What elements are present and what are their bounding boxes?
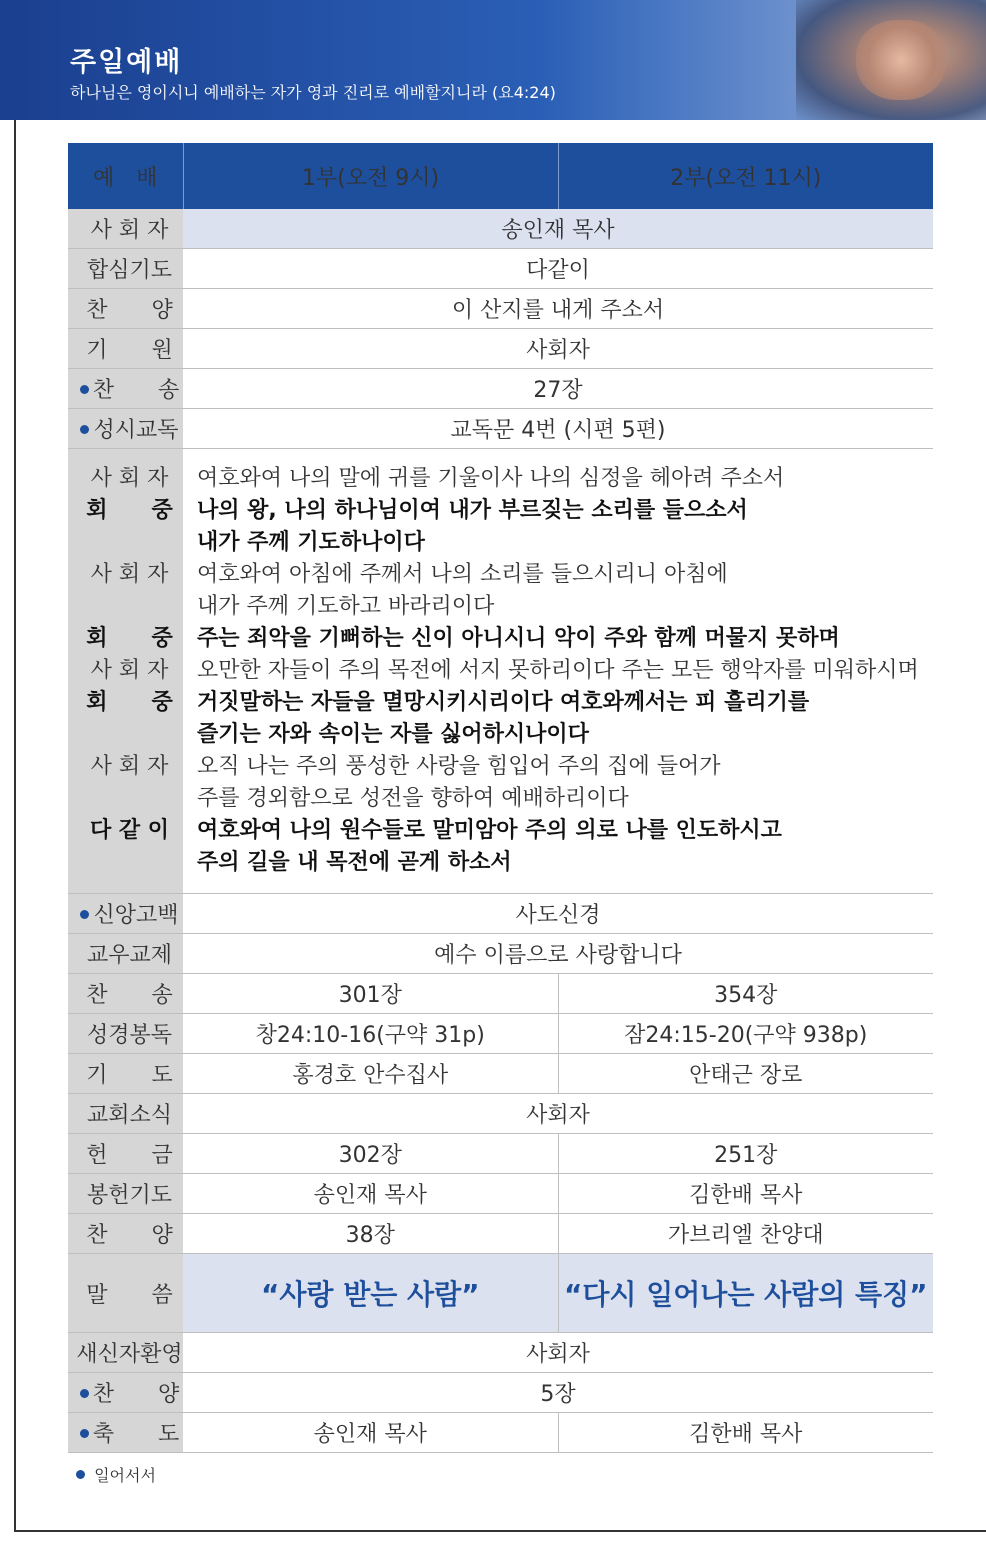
row-value: 송인재 목사 xyxy=(183,209,933,249)
table-row xyxy=(68,1054,933,1094)
row-label-text: 말 씀 xyxy=(86,1282,173,1308)
page-subtitle: 하나님은 영이시니 예배하는 자가 영과 진리로 예배할지니라 (요4:24) xyxy=(70,83,556,102)
row-value-1: 홍경호 안수집사 xyxy=(183,1054,558,1094)
speaker-label xyxy=(76,847,183,879)
row-value-1: 창24:10-16(구약 31p) xyxy=(183,1014,558,1054)
table-row xyxy=(68,1014,933,1054)
table-row xyxy=(68,1333,933,1373)
row-label-text: 찬 양 xyxy=(92,1382,180,1407)
row-value-1: 302장 xyxy=(183,1134,558,1174)
row-label-text: 성경봉독 xyxy=(86,1023,172,1048)
table-row xyxy=(68,1094,933,1134)
row-label xyxy=(68,289,183,329)
row-value: 사회자 xyxy=(183,329,933,369)
row-value: 사회자 xyxy=(183,1094,933,1134)
row-label-text: 신앙고백 xyxy=(93,903,179,928)
worship-order-table xyxy=(68,143,933,1453)
row-value: 5장 xyxy=(183,1373,933,1413)
speaker-label: 사 회 자 xyxy=(90,754,169,779)
table-row xyxy=(68,1134,933,1174)
bullet-icon xyxy=(80,1429,89,1438)
table-row xyxy=(68,1214,933,1254)
table-row xyxy=(68,974,933,1014)
sermon-title-1: “사랑 받는 사람” xyxy=(183,1254,558,1333)
row-label xyxy=(68,409,183,449)
reading-line: 내가 주께 기도하고 바라리이다 xyxy=(197,594,495,619)
table-row xyxy=(68,409,933,449)
row-label-text: 봉헌기도 xyxy=(86,1183,172,1208)
sermon-title-2: “다시 일어나는 사람의 특징” xyxy=(558,1254,933,1333)
reading-line: 내가 주께 기도하나이다 xyxy=(197,530,425,555)
row-value-2: 가브리엘 찬양대 xyxy=(558,1214,933,1254)
bullet-icon xyxy=(80,425,89,434)
speaker-label: 다 같 이 xyxy=(89,818,170,843)
table-row xyxy=(68,369,933,409)
row-value-2: 김한배 목사 xyxy=(558,1413,933,1453)
speaker-label: 회 중 xyxy=(86,626,173,651)
row-value-1: 38장 xyxy=(183,1214,558,1254)
row-label xyxy=(68,894,183,934)
sermon-row xyxy=(68,1254,933,1333)
speaker-label: 회 중 xyxy=(86,690,173,715)
row-label-text: 찬 송 xyxy=(86,983,173,1008)
row-value: 예수 이름으로 사랑합니다 xyxy=(183,934,933,974)
row-label-text: 새신자환영 xyxy=(76,1342,183,1367)
speaker-label: 사 회 자 xyxy=(90,562,169,587)
row-label xyxy=(68,1094,183,1134)
footnote xyxy=(76,1463,156,1486)
row-label xyxy=(68,209,183,249)
page-title: 주일예배 xyxy=(70,47,183,78)
reading-line: 여호와여 아침에 주께서 나의 소리를 들으시리니 아침에 xyxy=(197,562,728,587)
row-label-text: 합심기도 xyxy=(86,258,172,283)
row-label xyxy=(68,369,183,409)
row-label-text: 찬 송 xyxy=(92,378,180,403)
row-label xyxy=(68,1174,183,1214)
row-label-text: 사 회 자 xyxy=(90,218,169,243)
row-label xyxy=(68,1333,183,1373)
table-row xyxy=(68,249,933,289)
row-label-text: 기 도 xyxy=(86,1063,173,1088)
header-cell: 2부(오전 11시) xyxy=(558,143,933,209)
reading-line: 오직 나는 주의 풍성한 사랑을 힘입어 주의 집에 들어가 xyxy=(197,754,721,779)
footnote-text: 일어서서 xyxy=(94,1466,156,1485)
row-value: 사회자 xyxy=(183,1333,933,1373)
table-row xyxy=(68,329,933,369)
bullet-icon xyxy=(80,910,89,919)
row-value-2: 김한배 목사 xyxy=(558,1174,933,1214)
row-value-1: 301장 xyxy=(183,974,558,1014)
row-label-text: 교우교제 xyxy=(86,943,172,968)
speaker-label: 사 회 자 xyxy=(90,658,169,683)
row-label-text: 성시교독 xyxy=(93,418,179,443)
table-header xyxy=(68,143,933,209)
table-row xyxy=(68,1174,933,1214)
row-label xyxy=(68,329,183,369)
row-label xyxy=(68,934,183,974)
table-row xyxy=(68,1373,933,1413)
row-label xyxy=(68,1134,183,1174)
reading-line: 오만한 자들이 주의 목전에 서지 못하리이다 주는 모든 행악자를 미워하시며 xyxy=(197,658,919,683)
reading-line: 여호와여 나의 원수들로 말미암아 주의 의로 나를 인도하시고 xyxy=(197,818,782,843)
table-row xyxy=(68,894,933,934)
row-label xyxy=(68,1214,183,1254)
row-label-text: 교회소식 xyxy=(86,1103,172,1128)
reading-line: 즐기는 자와 속이는 자를 싫어하시나이다 xyxy=(197,722,589,747)
row-label xyxy=(68,1054,183,1094)
row-value: 이 산지를 내게 주소서 xyxy=(183,289,933,329)
table-row xyxy=(68,934,933,974)
table-row xyxy=(68,289,933,329)
row-label xyxy=(68,1373,183,1413)
row-label xyxy=(68,1413,183,1453)
row-value: 사도신경 xyxy=(183,894,933,934)
speaker-column xyxy=(68,449,183,894)
header-banner xyxy=(0,0,986,120)
row-value-2: 354장 xyxy=(558,974,933,1014)
frame-bottom-line xyxy=(14,1530,986,1532)
row-label-text: 축 도 xyxy=(92,1422,180,1447)
speaker-label xyxy=(76,591,183,623)
row-label-text: 찬 양 xyxy=(86,298,173,323)
speaker-label xyxy=(76,719,183,751)
row-label xyxy=(68,1254,183,1333)
header-cell: 예 배 xyxy=(68,143,183,209)
praying-hands-image-detail xyxy=(856,20,946,100)
header-cell: 1부(오전 9시) xyxy=(183,143,558,209)
reading-line: 주를 경외함으로 성전을 향하여 예배하리이다 xyxy=(197,786,629,811)
bullet-icon xyxy=(80,1389,89,1398)
reading-line: 주는 죄악을 기뻐하는 신이 아니시니 악이 주와 함께 머물지 못하며 xyxy=(197,626,840,651)
row-value-1: 송인재 목사 xyxy=(183,1174,558,1214)
row-value-2: 잠24:15-20(구약 938p) xyxy=(558,1014,933,1054)
row-value-2: 안태근 장로 xyxy=(558,1054,933,1094)
speaker-label: 회 중 xyxy=(86,498,173,523)
bullet-icon xyxy=(76,1470,85,1479)
row-value: 교독문 4번 (시편 5편) xyxy=(183,409,933,449)
reading-line: 여호와여 나의 말에 귀를 기울이사 나의 심정을 헤아려 주소서 xyxy=(197,466,785,491)
reading-line: 주의 길을 내 목전에 곧게 하소서 xyxy=(197,850,512,875)
row-value-1: 송인재 목사 xyxy=(183,1413,558,1453)
reading-text xyxy=(183,449,933,894)
row-value-2: 251장 xyxy=(558,1134,933,1174)
speaker-label xyxy=(76,527,183,559)
row-value: 다같이 xyxy=(183,249,933,289)
row-label xyxy=(68,974,183,1014)
row-label xyxy=(68,249,183,289)
row-label-text: 기 원 xyxy=(86,338,173,363)
row-label xyxy=(68,1014,183,1054)
row-label-text: 헌 금 xyxy=(86,1143,173,1168)
table-row xyxy=(68,209,933,249)
frame-left-line xyxy=(14,120,16,1532)
row-value: 27장 xyxy=(183,369,933,409)
reading-line: 나의 왕, 나의 하나님이여 내가 부르짖는 소리를 들으소서 xyxy=(197,498,748,523)
reading-line: 거짓말하는 자들을 멸망시키시리이다 여호와께서는 피 흘리기를 xyxy=(197,690,810,715)
table-row xyxy=(68,1413,933,1453)
row-label-text: 찬 양 xyxy=(86,1223,173,1248)
speaker-label: 사 회 자 xyxy=(90,466,169,491)
bullet-icon xyxy=(80,385,89,394)
speaker-label xyxy=(76,783,183,815)
responsive-reading xyxy=(68,449,933,894)
